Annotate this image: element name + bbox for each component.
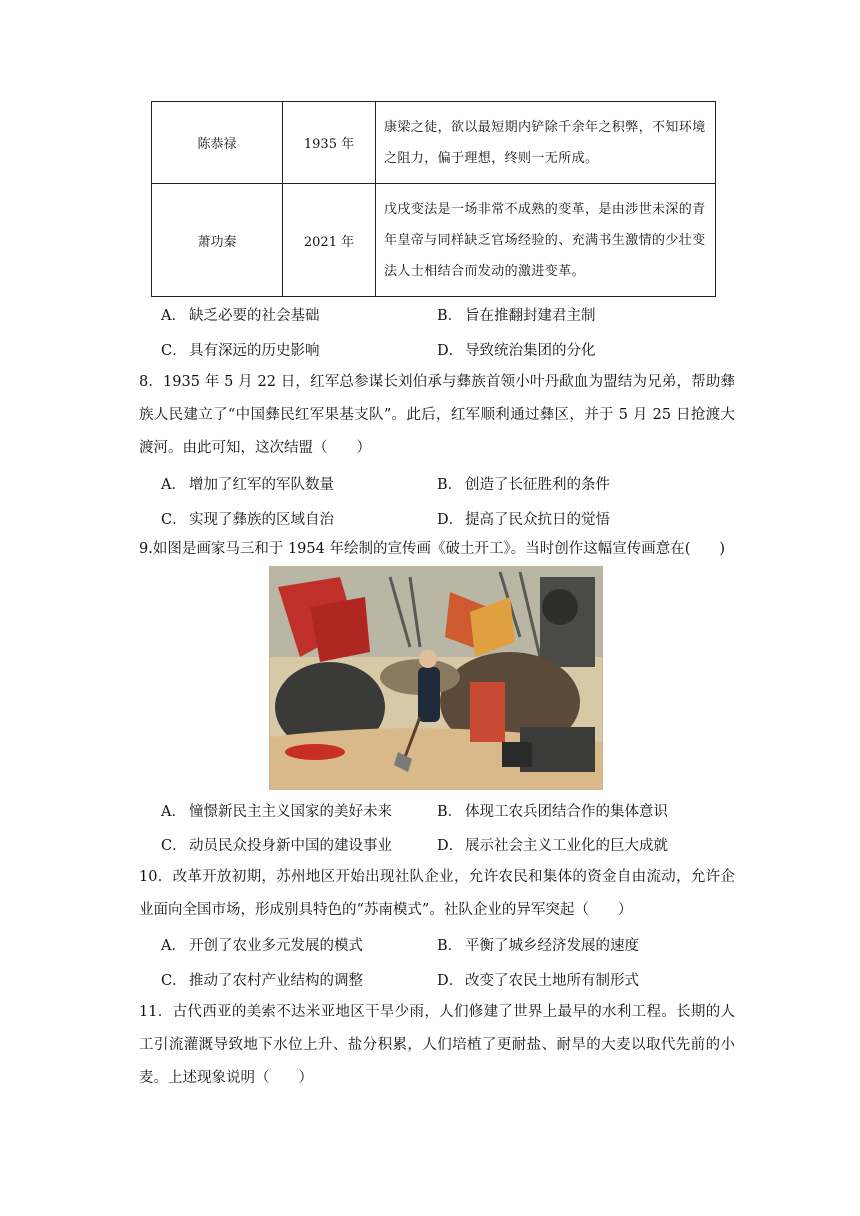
- q10-option-b[interactable]: [437, 934, 639, 955]
- option-text: 导致统治集团的分化: [465, 343, 596, 359]
- option-text: 旨在推翻封建君主制: [465, 308, 596, 324]
- question-number: 9.: [139, 541, 153, 557]
- option-text: 改变了农民土地所有制形式: [465, 973, 639, 989]
- option-text: 实现了彝族的区域自治: [189, 512, 334, 528]
- table-row: [152, 102, 716, 184]
- propaganda-painting-image: [269, 566, 603, 790]
- q8-option-c[interactable]: [161, 508, 334, 529]
- option-letter: C．: [161, 512, 187, 528]
- option-text: 开创了农业多元发展的模式: [189, 938, 363, 954]
- painting-illustration: [270, 567, 602, 789]
- question-stem: 如图是画家马三和于 1954 年绘制的宣传画《破土开工》。当时创作这幅宣传画意在( ): [152, 541, 726, 557]
- option-text: 增加了红军的军队数量: [189, 477, 334, 493]
- view-text: 戊戌变法是一场非常不成熟的变革，是由涉世未深的青年皇帝与同样缺乏官场经验的、充满书生激情的少壮变法人士相结合而发动的激进变革。: [376, 184, 716, 297]
- option-letter: C．: [161, 838, 187, 854]
- option-letter: B．: [437, 804, 463, 820]
- option-text: 推动了农村产业结构的调整: [189, 973, 363, 989]
- option-text: 缺乏必要的社会基础: [189, 308, 320, 324]
- option-letter: D．: [437, 973, 464, 989]
- question-stem: 古代西亚的美索不达米亚地区干旱少雨，人们修建了世界上最早的水利工程。长期的人工引流灌溉导致地下水位上升、盐分积累，人们培植了更耐盐、耐旱的大麦以取代先前的小麦。上述现象说明（ ）: [139, 1004, 736, 1086]
- option-text: 创造了长征胜利的条件: [465, 477, 610, 493]
- question-number: 10．: [139, 869, 173, 885]
- option-text: 憧憬新民主主义国家的美好未来: [189, 804, 392, 820]
- option-letter: D．: [437, 512, 464, 528]
- option-text: 体现工农兵团结合作的集体意识: [465, 804, 668, 820]
- q7-option-c[interactable]: [161, 339, 320, 360]
- option-letter: C．: [161, 343, 187, 359]
- q7-option-b[interactable]: [437, 304, 596, 325]
- option-letter: A．: [161, 938, 186, 954]
- question-11: [139, 996, 735, 1095]
- option-text: 展示社会主义工业化的巨大成就: [465, 838, 668, 854]
- question-number: 8．: [139, 374, 164, 390]
- historian-views-table: [151, 101, 716, 297]
- option-letter: A．: [161, 308, 186, 324]
- option-letter: A．: [161, 477, 186, 493]
- q10-option-a[interactable]: [161, 934, 363, 955]
- question-9: [139, 533, 735, 566]
- option-letter: B．: [437, 308, 463, 324]
- question-stem: 改革开放初期，苏州地区开始出现社队企业，允许农民和集体的资金自由流动，允许企业面向全国市场，形成别具特色的“苏南模式”。社队企业的异军突起（ ）: [139, 869, 736, 918]
- q9-option-c[interactable]: [161, 834, 392, 855]
- question-stem: 1935 年 5 月 22 日，红军总参谋长刘伯承与彝族首领小叶丹歃血为盟结为兄弟，帮助彝族人民建立了“中国彝民红军果基支队”。此后，红军顺利通过彝区，并于 5 月 25 日抢渡大渡河。由此可知，这次结盟（ ）: [139, 374, 735, 456]
- historian-name: 陈恭禄: [152, 102, 283, 184]
- view-text: 康梁之徒，欲以最短期内铲除千余年之积弊，不知环境之阻力，偏于理想，终则一无所成。: [376, 102, 716, 184]
- q8-option-d[interactable]: [437, 508, 610, 529]
- option-letter: A．: [161, 804, 186, 820]
- table-row: [152, 184, 716, 297]
- historian-name: 萧功秦: [152, 184, 283, 297]
- view-year: 2021 年: [283, 184, 376, 297]
- view-year: 1935 年: [283, 102, 376, 184]
- option-letter: B．: [437, 938, 463, 954]
- option-text: 具有深远的历史影响: [189, 343, 320, 359]
- q10-option-d[interactable]: [437, 969, 639, 990]
- q7-option-a[interactable]: [161, 304, 320, 325]
- q10-option-c[interactable]: [161, 969, 363, 990]
- option-text: 平衡了城乡经济发展的速度: [465, 938, 639, 954]
- q9-option-b[interactable]: [437, 800, 668, 821]
- q8-option-a[interactable]: [161, 473, 334, 494]
- option-letter: D．: [437, 343, 464, 359]
- question-number: 11．: [139, 1004, 173, 1020]
- option-text: 动员民众投身新中国的建设事业: [189, 838, 392, 854]
- option-letter: B．: [437, 477, 463, 493]
- q9-option-d[interactable]: [437, 834, 668, 855]
- q7-option-d[interactable]: [437, 339, 596, 360]
- q8-option-b[interactable]: [437, 473, 610, 494]
- q9-option-a[interactable]: [161, 800, 392, 821]
- option-letter: D．: [437, 838, 464, 854]
- question-8: [139, 366, 735, 465]
- question-10: [139, 861, 735, 927]
- option-letter: C．: [161, 973, 187, 989]
- option-text: 提高了民众抗日的觉悟: [465, 512, 610, 528]
